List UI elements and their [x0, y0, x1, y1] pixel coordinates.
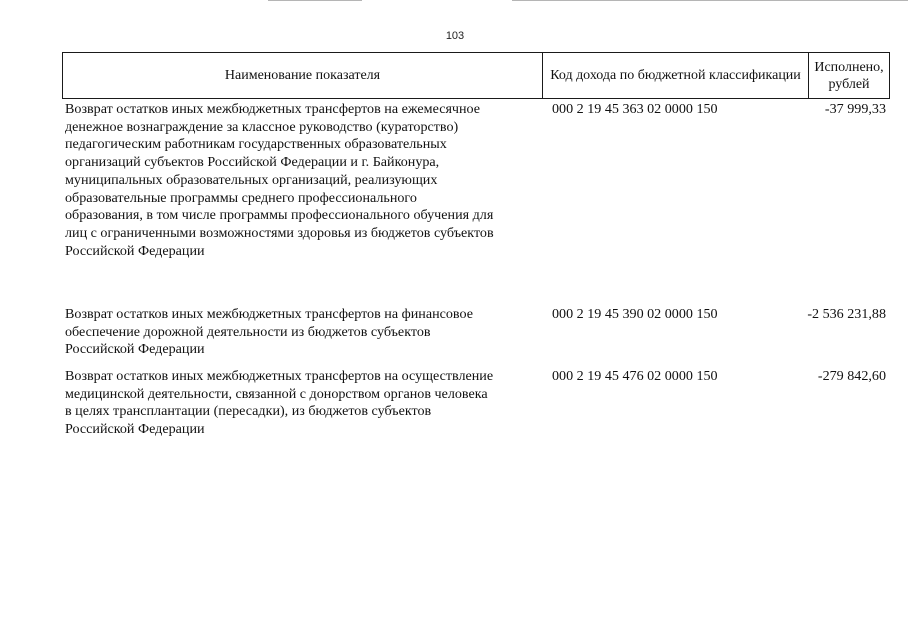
row-indicator-name: Возврат остатков иных межбюджетных трансфертов на финансовое обеспечение дорожной деятельности из бюджетов субъектов Российской Федерации [65, 306, 473, 358]
row-income-code: 000 2 19 45 390 02 0000 150 [552, 306, 718, 322]
row-executed-amount: -279 842,60 [817, 368, 886, 384]
row-executed-amount: -37 999,33 [824, 101, 886, 117]
row-indicator-name: Возврат остатков иных межбюджетных трансфертов на осуществление медицинской деятельности, связанной с донорством органов человека в целях трансплантации (пересадки), из бюджетов субъектов Российской Федерации [65, 368, 494, 438]
header-name-column: Наименование показателя [224, 68, 381, 83]
header-executed-column: Исполнено, рублей [808, 53, 889, 98]
table-header [62, 52, 890, 99]
scan-edge-line-right [512, 0, 908, 1]
scan-edge-line-left [268, 0, 362, 1]
page-number: 103 [445, 30, 465, 42]
row-income-code: 000 2 19 45 363 02 0000 150 [552, 101, 718, 117]
header-code-column: Код дохода по бюджетной классификации [542, 53, 808, 98]
row-indicator-name: Возврат остатков иных межбюджетных трансфертов на ежемесячное денежное вознаграждение за классное руководство (кураторство) педагогическим работникам государственных образовательных организаций субъектов Российской Федерации и г. Байконура, муниципальных образовательных организаций, реализующих образовательные программы среднего профессионального образования, в том числе программы профессионального обучения для лиц с ограниченными возможностями здоровья из бюджетов субъектов Российской Федерации [65, 101, 494, 259]
row-executed-amount: -2 536 231,88 [807, 306, 886, 322]
row-income-code: 000 2 19 45 476 02 0000 150 [552, 368, 718, 384]
